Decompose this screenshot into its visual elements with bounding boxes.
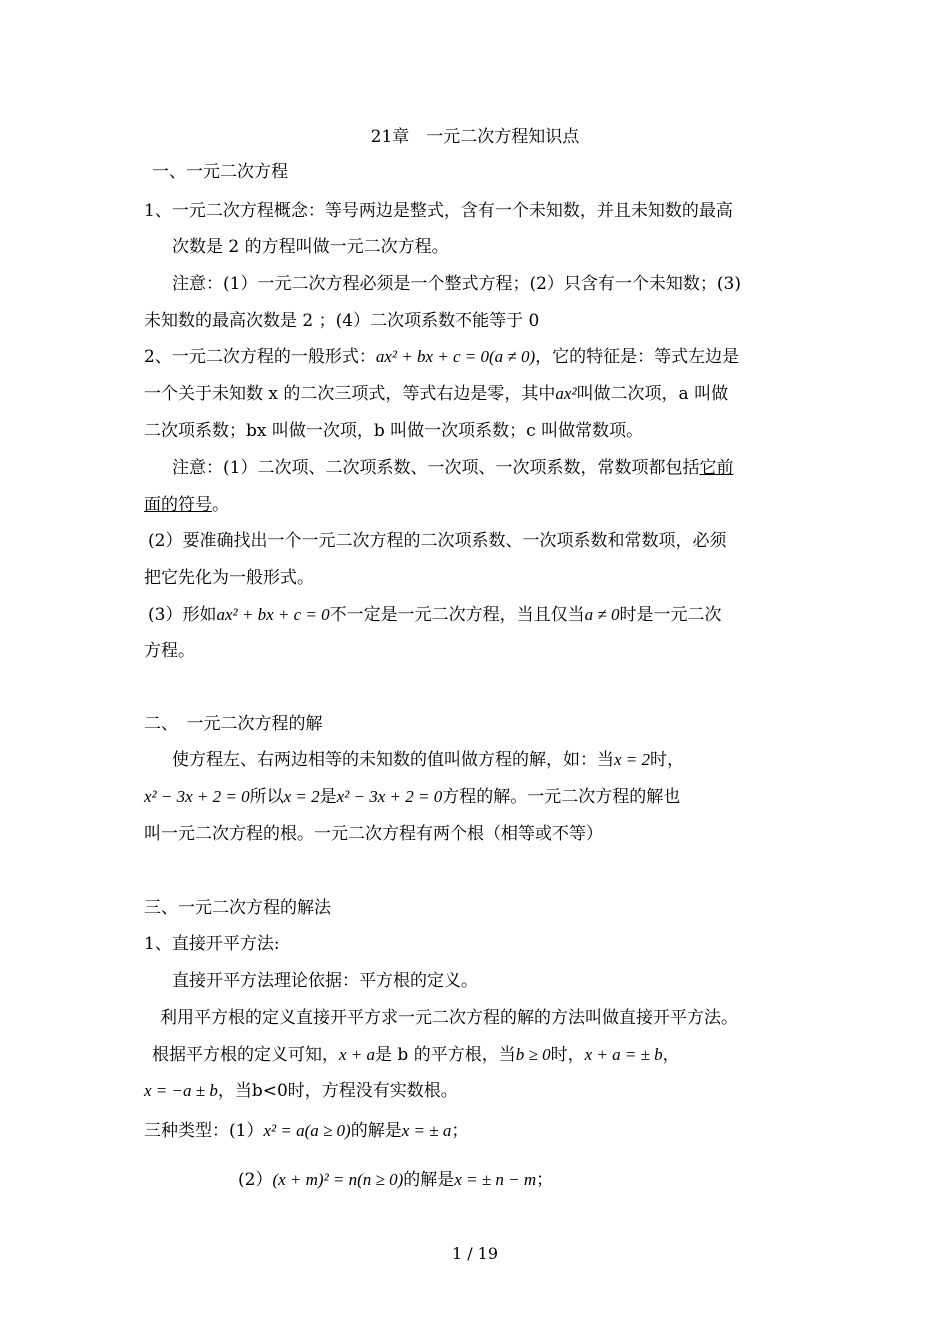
- text: 不一定是一元二次方程，当且仅当: [329, 605, 585, 625]
- equation: a ≠ 0: [584, 605, 620, 624]
- text: ；: [451, 1121, 469, 1141]
- paragraph-1-line-1: 1、一元二次方程概念：等号两边是整式，含有一个未知数，并且未知数的最高: [144, 201, 733, 221]
- equation: ax² + bx + c = 0: [216, 605, 330, 624]
- text: 。: [212, 495, 229, 515]
- note-2-line-1: [172, 457, 733, 479]
- text: 方程的解。一元二次方程的解也: [442, 787, 681, 807]
- text: 注意：(1）二次项、二次项系数、一次项、一次项系数，常数项都包括: [172, 458, 700, 478]
- text: 所以: [249, 787, 284, 807]
- equation: x = ± n − m: [454, 1170, 537, 1189]
- underlined-text: 面的符号: [144, 495, 212, 515]
- text: ，当b<0时，方程没有实数根。: [217, 1081, 458, 1101]
- equation: x² − 3x + 2 = 0: [336, 787, 443, 806]
- note-1-line-2: 未知数的最高次数是 2 ；(4）二次项系数不能等于 0: [144, 311, 540, 331]
- text: 根据平方根的定义可知，: [152, 1045, 339, 1065]
- text: 是 b 的平方根，当: [375, 1045, 516, 1065]
- general-form-line-3: 二次项系数；bx 叫做一次项，b 叫做一次项系数；c 叫做常数项。: [144, 421, 644, 441]
- text: 是: [319, 787, 337, 807]
- solution-line-3: 叫一元二次方程的根。一元二次方程有两个根（相等或不等）: [144, 824, 603, 844]
- paragraph-1-line-2: 次数是 2 的方程叫做一元二次方程。: [172, 237, 449, 257]
- text: 的解是: [350, 1121, 402, 1141]
- underlined-text: 它前: [699, 458, 734, 478]
- solution-line-1: [172, 749, 684, 771]
- equation: x + a: [339, 1045, 376, 1064]
- text: (2）: [238, 1170, 273, 1190]
- equation: x = ± a: [401, 1121, 452, 1140]
- text: (3）形如: [148, 605, 217, 625]
- text: 的解是: [403, 1170, 455, 1190]
- equation: x² = a(a ≥ 0): [263, 1121, 351, 1140]
- equation: x² − 3x + 2 = 0: [144, 787, 250, 806]
- text: ，它的特征是：等式左边是: [535, 347, 740, 367]
- text: 使方程左、右两边相等的未知数的值叫做方程的解，如：当: [172, 750, 614, 770]
- general-form-line-1: [144, 346, 739, 368]
- equation: x = −a ± b: [144, 1081, 218, 1100]
- quadratic-term: ax²: [555, 384, 577, 403]
- note-1-line-1: 注意：(1）一元二次方程必须是一个整式方程；(2）只含有一个未知数；(3): [172, 274, 741, 294]
- document-title: 21章 一元二次方程知识点: [370, 127, 580, 147]
- equation: b ≥ 0: [515, 1045, 551, 1064]
- equation: x = 2: [283, 787, 320, 806]
- text: 时，: [650, 750, 685, 770]
- section-1-heading: 一、一元二次方程: [152, 162, 288, 182]
- note-2-line-2: [144, 494, 229, 516]
- method-1-definition: 利用平方根的定义直接开平方求一元二次方程的解的方法叫做直接开平方法。: [160, 1008, 738, 1028]
- type-1-line: [144, 1120, 468, 1142]
- method-1-line-4: [152, 1044, 680, 1066]
- text: 时是一元二次: [619, 605, 722, 625]
- page-number: 1 / 19: [451, 1244, 499, 1263]
- note-3-line-2: 把它先化为一般形式。: [144, 568, 314, 588]
- note-4-line-2: 方程。: [144, 641, 195, 661]
- method-1-basis: 直接开平方法理论依据：平方根的定义。: [172, 971, 478, 991]
- section-3-heading: 三、一元二次方程的解法: [144, 898, 331, 918]
- text: 叫做二次项，a 叫做: [576, 384, 729, 404]
- note-3-line-1: (2）要准确找出一个一元二次方程的二次项系数、一次项系数和常数项，必须: [148, 531, 727, 551]
- text: 一个关于未知数 x 的二次三项式，等式右边是零，其中: [144, 384, 556, 404]
- text: 时，: [550, 1045, 585, 1065]
- equation: x + a = ± b: [584, 1045, 663, 1064]
- method-1-line-5: [144, 1080, 458, 1102]
- text: ，: [662, 1045, 680, 1065]
- text: 三种类型：(1）: [144, 1121, 264, 1141]
- text: 2、一元二次方程的一般形式：: [144, 347, 376, 367]
- section-2-heading: 二、 一元二次方程的解: [144, 714, 323, 734]
- equation: x = 2: [614, 750, 651, 769]
- method-1-heading: 1、直接开平方法:: [144, 934, 280, 954]
- solution-line-2: [144, 786, 680, 808]
- type-2-line: [238, 1169, 553, 1191]
- note-4-line-1: [148, 604, 721, 626]
- general-form-line-2: [144, 383, 728, 405]
- equation: (x + m)² = n(n ≥ 0): [272, 1170, 404, 1189]
- text: ；: [536, 1170, 554, 1190]
- general-form-equation: ax² + bx + c = 0(a ≠ 0): [375, 347, 536, 366]
